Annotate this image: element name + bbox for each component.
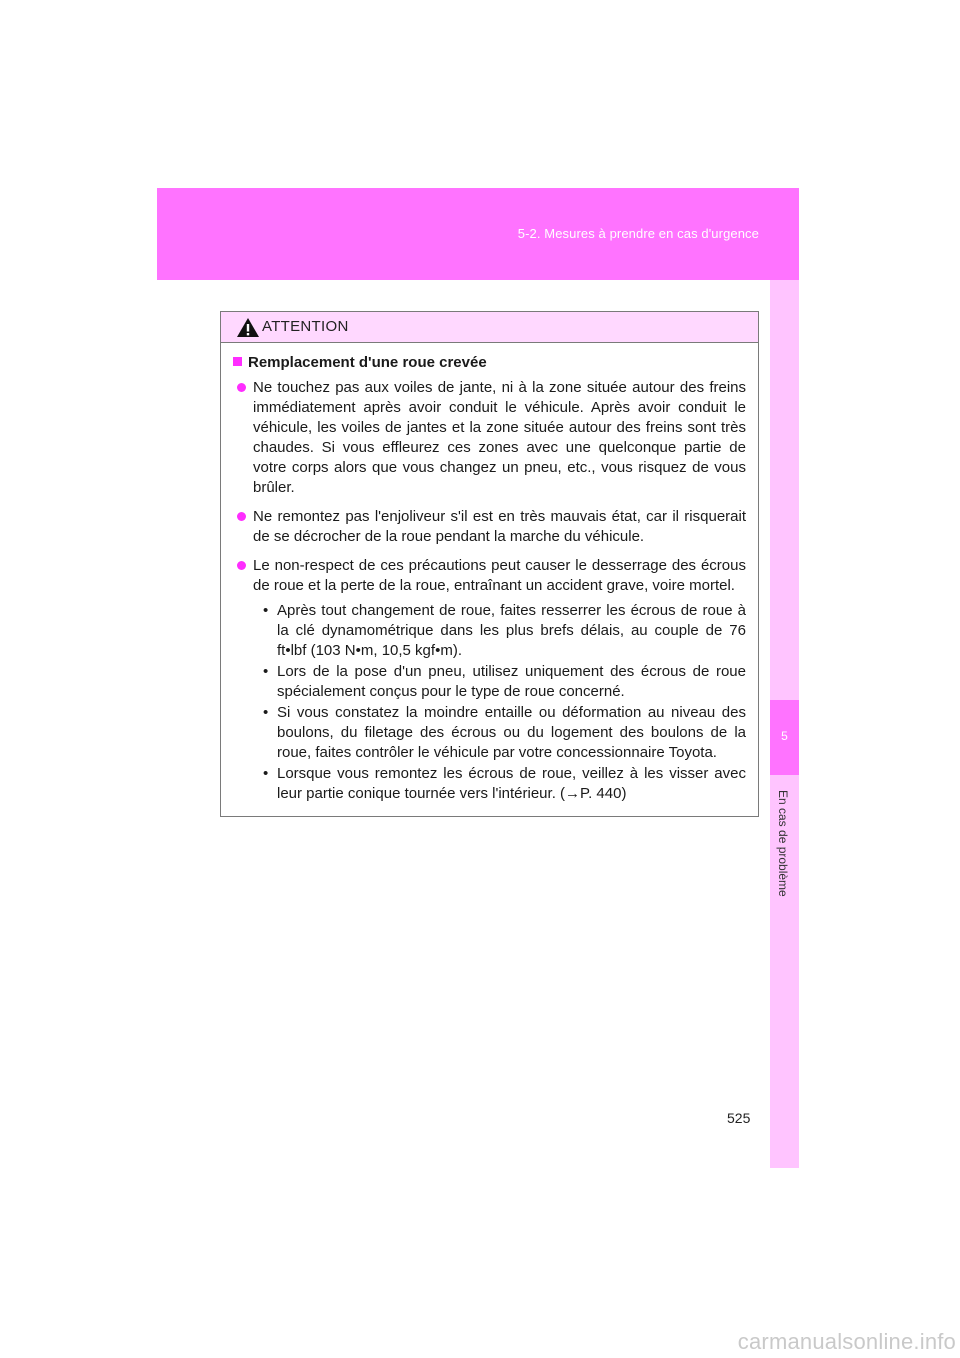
list-item — [233, 556, 746, 596]
warning-body — [221, 343, 758, 804]
list-item — [233, 507, 746, 547]
chapter-number: 5 — [781, 729, 788, 743]
sub-item — [261, 703, 746, 763]
sub-bullet: • — [263, 602, 269, 619]
bullet-text: Ne remontez pas l'enjoliveur s'il est en très mauvais état, car il risquerait de se décrocher de la roue pendant la marche du véhicule. — [253, 508, 746, 545]
sub-text: Si vous constatez la moindre entaille ou déformation au niveau des boulons, du filetage des écrous ou du logement des boulons de la roue, faites contrôler le véhicule par votre concessionnaire Toyota. — [277, 704, 746, 761]
sub-text: Lorsque vous remontez les écrous de roue, veillez à les visser avec leur partie conique tournée vers l'intérieur. (→P. 440) — [277, 765, 746, 802]
list-item — [233, 378, 746, 498]
header-band — [157, 188, 799, 280]
circle-bullet-icon — [237, 383, 246, 392]
warning-box — [220, 311, 759, 817]
warning-heading — [233, 353, 746, 373]
watermark: carmanualsonline.info — [737, 1329, 956, 1354]
circle-bullet-icon — [237, 512, 246, 521]
sub-bullet: • — [263, 765, 269, 782]
warning-triangle-icon — [236, 317, 260, 338]
warning-header — [221, 312, 758, 343]
heading-text: Remplacement d'une roue crevée — [248, 354, 487, 371]
warning-title: ATTENTION — [262, 318, 349, 335]
chapter-label: En cas de problème — [776, 790, 790, 897]
square-bullet-icon — [233, 357, 242, 366]
page-number: 525 — [727, 1110, 751, 1126]
sub-bullet: • — [263, 663, 269, 680]
sub-text: Après tout changement de roue, faites resserrer les écrous de roue à la clé dynamométrique dans les plus brefs délais, au couple de 76 ft•lbf (103 N•m, 10,5 kgf•m). — [277, 602, 746, 659]
bullet-text: Ne touchez pas aux voiles de jante, ni à la zone située autour des freins immédiatement après avoir conduit le véhicule. Après avoir conduit le véhicule, les voiles de jantes et la zone située autour des freins sont très chaudes. Si vous effleurez ces zones avec une quelconque partie de votre corps alors que vous changez un pneu, etc., vous risquez de vous brûler. — [253, 379, 746, 496]
sub-list — [261, 601, 746, 804]
sub-item — [261, 601, 746, 661]
bullet-text: Le non-respect de ces précautions peut causer le desserrage des écrous de roue et la perte de la roue, entraînant un accident grave, voire mortel. — [253, 557, 746, 594]
sub-bullet: • — [263, 704, 269, 721]
sub-item — [261, 764, 746, 804]
circle-bullet-icon — [237, 561, 246, 570]
sub-item — [261, 662, 746, 702]
section-title: 5-2. Mesures à prendre en cas d'urgence — [517, 226, 759, 241]
sub-text: Lors de la pose d'un pneu, utilisez uniquement des écrous de roue spécialement conçus pour le type de roue concerné. — [277, 663, 746, 700]
